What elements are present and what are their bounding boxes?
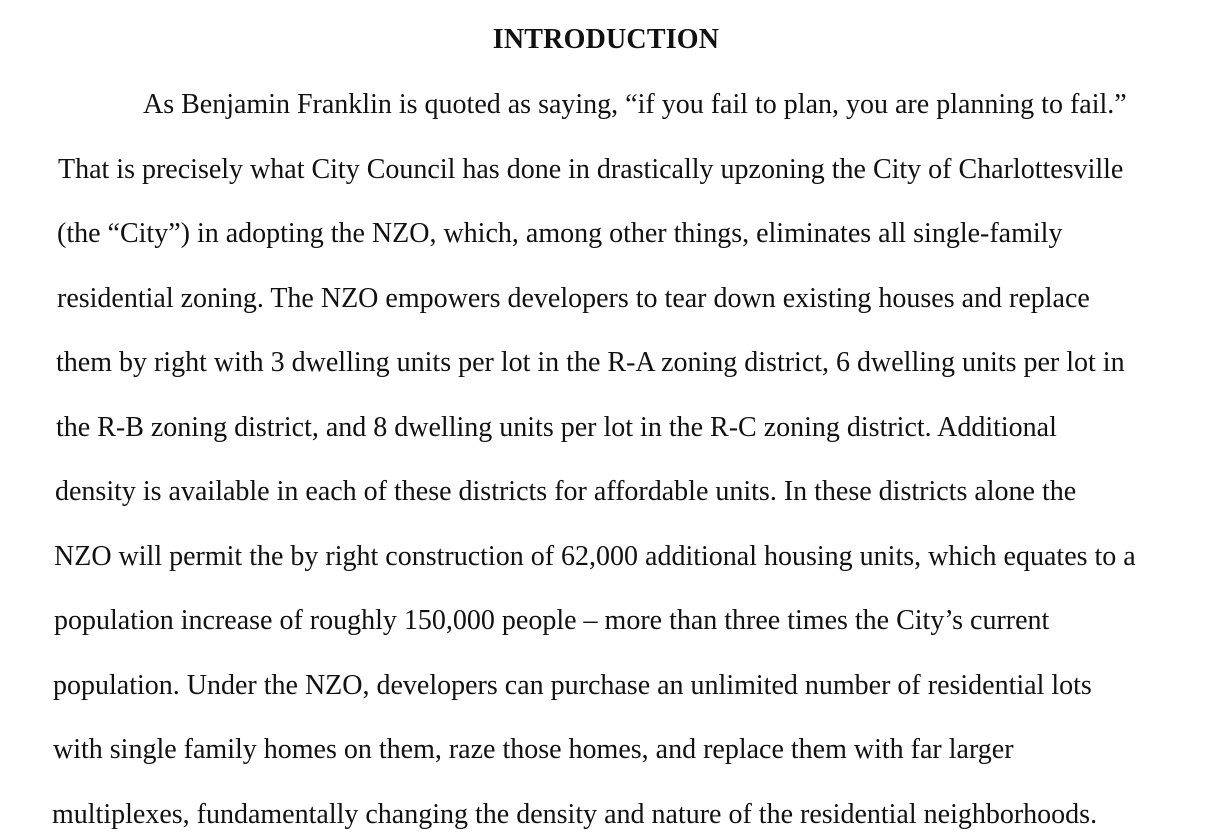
paragraph-line-2: That is precisely what City Council has done in drastically upzoning the City of Charlottesville: [58, 154, 1124, 185]
paragraph-line-6: the R-B zoning district, and 8 dwelling units per lot in the R-C zoning district. Additional: [56, 412, 1057, 443]
paragraph-line-10: population. Under the NZO, developers can purchase an unlimited number of residential lots: [53, 670, 1092, 701]
paragraph-line-7: density is available in each of these districts for affordable units. In these districts alone the: [55, 476, 1077, 507]
paragraph-line-4: residential zoning. The NZO empowers developers to tear down existing houses and replace: [57, 283, 1090, 314]
paragraph-line-8: NZO will permit the by right construction of 62,000 additional housing units, which equates to a: [54, 541, 1136, 572]
paragraph-line-11: with single family homes on them, raze those homes, and replace them with far larger: [53, 734, 1014, 765]
paragraph-line-3: (the “City”) in adopting the NZO, which, among other things, eliminates all single-family: [57, 218, 1063, 249]
section-heading: INTRODUCTION: [492, 24, 720, 55]
paragraph-line-12: multiplexes, fundamentally changing the density and nature of the residential neighborhoods.: [52, 799, 1098, 830]
paragraph-line-5: them by right with 3 dwelling units per lot in the R-A zoning district, 6 dwelling units per lot in: [56, 347, 1125, 378]
paragraph-line-9: population increase of roughly 150,000 people – more than three times the City’s current: [54, 605, 1050, 636]
paragraph-line-1: As Benjamin Franklin is quoted as saying, “if you fail to plan, you are planning to fail.”: [143, 89, 1127, 120]
